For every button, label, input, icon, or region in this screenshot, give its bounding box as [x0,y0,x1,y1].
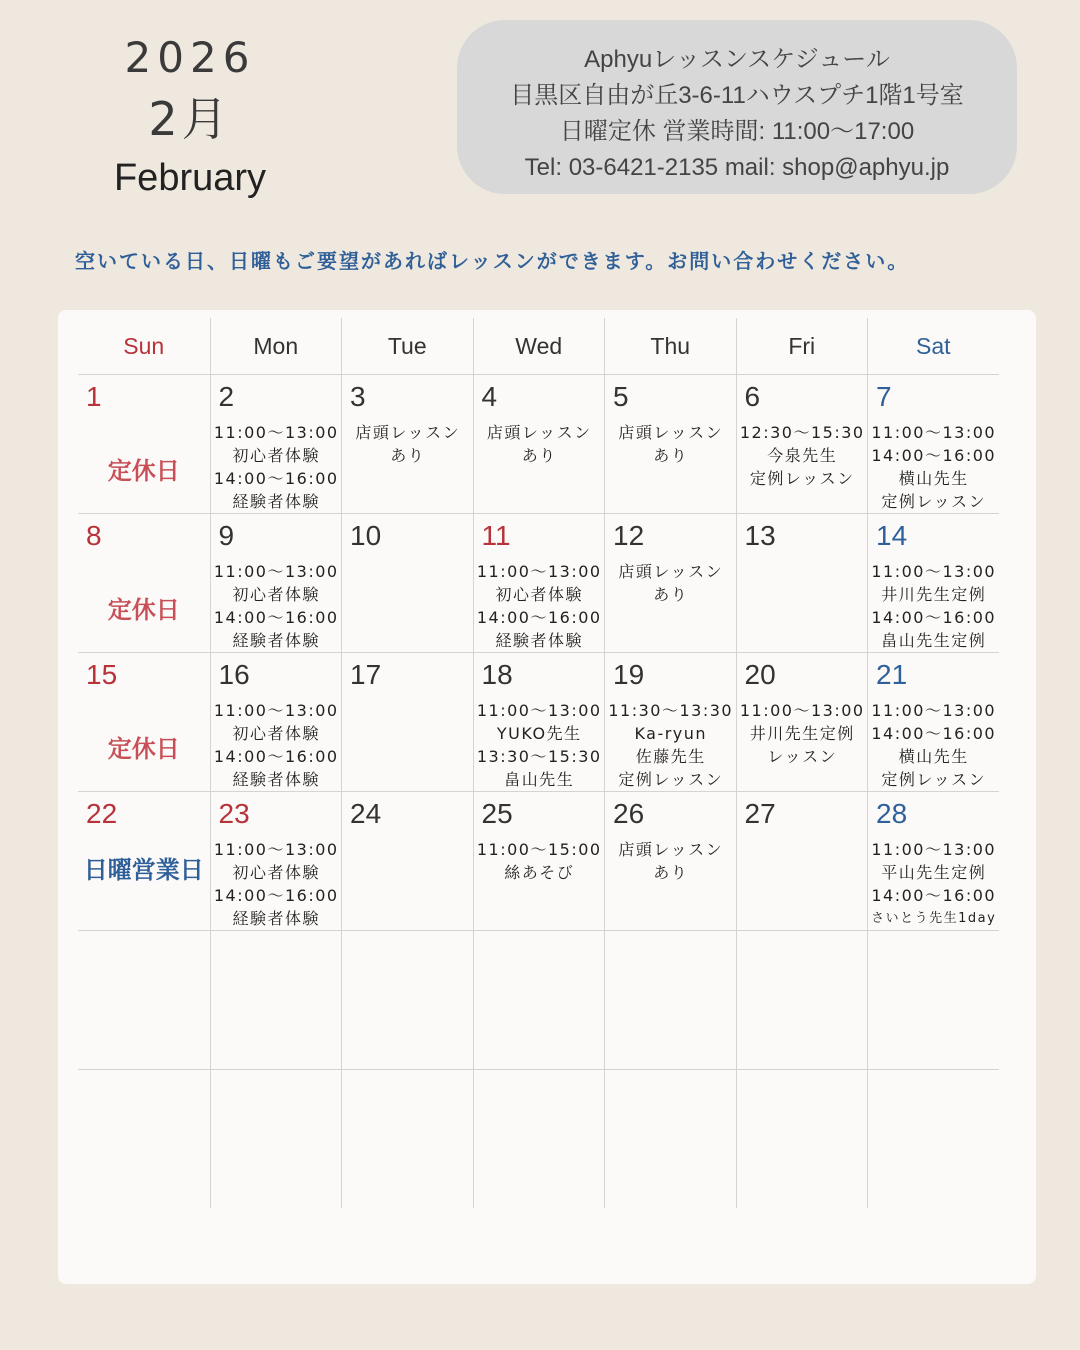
event-list [211,699,343,791]
event-line: 12:30〜15:30 [739,423,865,442]
event-list [868,421,1000,513]
day-number: 26 [613,798,645,829]
empty-cell [736,931,868,1069]
week-row [78,375,999,514]
event-line: 井川先生定例 [881,585,987,604]
day-cell-10 [341,514,473,652]
empty-cell [867,1070,999,1208]
event-list [211,421,343,513]
event-line: 佐藤先生 [635,747,706,766]
event-list [737,699,869,768]
day-number: 22 [86,798,118,829]
event-line: 14:00〜16:00 [871,886,997,905]
event-line: 経験者体験 [232,770,320,789]
event-line: 定例レッスン [881,492,987,511]
event-line: 経験者体験 [232,492,320,511]
day-number: 18 [481,659,513,690]
event-line: 14:00〜16:00 [213,747,339,766]
day-number: 14 [876,520,908,551]
empty-cell [210,1070,342,1208]
event-line: 絲あそび [504,863,575,882]
day-number: 24 [350,798,382,829]
empty-cell [473,1070,605,1208]
event-list [211,838,343,930]
day-cell-24 [341,792,473,930]
weekday-tue: Tue [341,318,473,374]
shop-address: 目黒区自由が丘3-6-11ハウスプチ1階1号室 [510,82,964,109]
day-number: 4 [481,381,498,412]
calendar-panel [58,310,1036,1284]
day-cell-2 [210,375,342,513]
event-list [868,560,1000,652]
event-line: あり [653,446,689,465]
empty-cell [604,931,736,1069]
weekday-sat: Sat [867,318,999,374]
day-cell-22 [78,792,210,930]
empty-cell [736,1070,868,1208]
day-cell-18 [473,653,605,791]
event-line: 11:00〜13:00 [871,423,997,442]
event-line: 店頭レッスン [355,423,461,442]
event-line: 店頭レッスン [618,840,724,859]
day-cell-23 [210,792,342,930]
week-row [78,792,999,931]
event-list [474,699,606,791]
day-cell-7 [867,375,999,513]
closed-label: 定休日 [107,735,180,763]
event-list [605,421,737,467]
event-line: 14:00〜16:00 [213,608,339,627]
date-heading [60,30,320,204]
event-line: 14:00〜16:00 [871,446,997,465]
weekday-fri: Fri [736,318,868,374]
shop-contact: Tel: 03-6421-2135 mail: shop@aphyu.jp [524,154,950,181]
day-number: 23 [218,798,250,829]
event-list [211,560,343,652]
day-number: 10 [350,520,382,551]
event-line: 11:00〜13:00 [476,701,602,720]
day-number: 6 [744,381,761,412]
day-number: 3 [350,381,366,412]
empty-cell [210,931,342,1069]
day-cell-19 [604,653,736,791]
day-number: 21 [876,659,908,690]
empty-cell [604,1070,736,1208]
empty-week-row [78,1070,999,1208]
event-line: 14:00〜16:00 [476,608,602,627]
day-number: 12 [613,520,645,551]
day-cell-13 [736,514,868,652]
day-cell-28 [867,792,999,930]
day-cell-27 [736,792,868,930]
week-row [78,514,999,653]
empty-cell [341,931,473,1069]
event-line: 11:00〜13:00 [213,562,339,581]
day-number: 7 [876,381,892,412]
day-number: 13 [744,520,776,551]
day-number: 20 [744,659,776,690]
event-line: 11:00〜13:00 [871,562,997,581]
event-line: あり [653,863,689,882]
event-line: 13:30〜15:30 [476,747,602,766]
event-line: 初心者体験 [232,724,320,743]
event-line: 平山先生定例 [881,863,987,882]
event-line: 初心者体験 [232,446,320,465]
event-line: あり [390,446,426,465]
day-number: 25 [481,798,513,829]
closed-label: 定休日 [107,457,180,485]
day-number: 27 [744,798,776,829]
event-line: 11:00〜13:00 [213,840,339,859]
day-number: 19 [613,659,645,690]
day-cell-9 [210,514,342,652]
event-line: あり [653,585,689,604]
day-cell-5 [604,375,736,513]
event-line: 横山先生 [898,469,969,488]
year: 2026 [124,33,256,82]
event-line: 経験者体験 [232,631,320,650]
day-cell-14 [867,514,999,652]
event-line: 11:00〜13:00 [871,840,997,859]
shop-info-box [457,20,1017,194]
event-list [474,421,606,467]
closed-label: 定休日 [107,596,180,624]
event-list [342,421,474,467]
calendar-grid [78,318,999,1208]
shop-hours: 日曜定休 営業時間: 11:00〜17:00 [559,118,915,145]
event-line: 11:00〜13:00 [213,423,339,442]
event-list [605,560,737,606]
event-line: 11:00〜13:00 [871,701,997,720]
day-cell-25 [473,792,605,930]
week-row [78,653,999,792]
event-line: 経験者体験 [232,909,320,928]
event-line: 井川先生定例 [749,724,855,743]
empty-cell [78,1070,210,1208]
event-line: 畠山先生 [504,770,575,789]
event-list [605,838,737,884]
weekday-sun: Sun [123,333,165,359]
empty-cell [473,931,605,1069]
open-label: 日曜営業日 [83,856,204,884]
event-line: 11:00〜15:00 [476,840,602,859]
day-cell-11 [473,514,605,652]
day-number: 2 [218,381,235,412]
event-line: 14:00〜16:00 [213,886,339,905]
day-number: 5 [613,381,629,412]
event-line: 14:00〜16:00 [871,608,997,627]
empty-cell [341,1070,473,1208]
schedule-title: Aphyuレッスンスケジュール [584,46,890,73]
event-line: 11:00〜13:00 [476,562,602,581]
event-line: 14:00〜16:00 [213,469,339,488]
event-line: 14:00〜16:00 [871,724,997,743]
day-cell-12 [604,514,736,652]
day-cell-8 [78,514,210,652]
day-cell-20 [736,653,868,791]
event-line: 畠山先生定例 [881,631,987,650]
day-number: 15 [86,659,118,690]
event-line: さいとう先生1day [871,911,997,926]
event-line: 11:00〜13:00 [213,701,339,720]
event-line: レッスン [767,747,838,766]
event-line: あり [521,446,557,465]
weekday-mon: Mon [210,318,342,374]
day-cell-15 [78,653,210,791]
weekday-wed: Wed [473,318,605,374]
event-line: 横山先生 [898,747,969,766]
event-list [737,421,869,490]
event-line: 11:00〜13:00 [739,701,865,720]
day-number: 9 [218,520,235,551]
event-list [474,838,606,884]
empty-cell [867,931,999,1069]
event-line: 店頭レッスン [618,562,724,581]
empty-cell [78,931,210,1069]
day-cell-21 [867,653,999,791]
day-cell-1 [78,375,210,513]
day-cell-6 [736,375,868,513]
day-number: 16 [218,659,250,690]
event-list [868,699,1000,791]
event-line: 初心者体験 [232,585,320,604]
empty-week-row [78,931,999,1070]
day-number: 8 [86,520,102,551]
day-cell-26 [604,792,736,930]
event-line: 定例レッスン [749,469,855,488]
day-number: 1 [86,381,102,412]
event-line: 店頭レッスン [486,423,592,442]
event-line: 店頭レッスン [618,423,724,442]
event-list [605,699,737,791]
event-line: 定例レッスン [618,770,724,789]
day-number: 28 [876,798,908,829]
weekday-header-row [78,318,999,375]
event-line: 初心者体験 [232,863,320,882]
notice-text: 空いている日、日曜もご要望があればレッスンができます。お問い合わせください。 [75,249,910,273]
month-jp: 2月 [148,92,232,146]
day-number: 11 [481,520,511,551]
event-line: 経験者体験 [495,631,583,650]
month-en: February [113,157,267,199]
day-number: 17 [350,659,382,690]
day-cell-16 [210,653,342,791]
day-cell-3 [341,375,473,513]
day-cell-4 [473,375,605,513]
event-line: YUKO先生 [496,724,582,743]
weekday-thu: Thu [604,318,736,374]
event-list [474,560,606,652]
event-line: 11:30〜13:30 [608,701,734,720]
event-line: 今泉先生 [767,446,838,465]
event-line: 初心者体験 [495,585,583,604]
event-list [868,838,1000,930]
event-line: Ka-ryun [634,724,708,743]
day-cell-17 [341,653,473,791]
event-line: 定例レッスン [881,770,987,789]
